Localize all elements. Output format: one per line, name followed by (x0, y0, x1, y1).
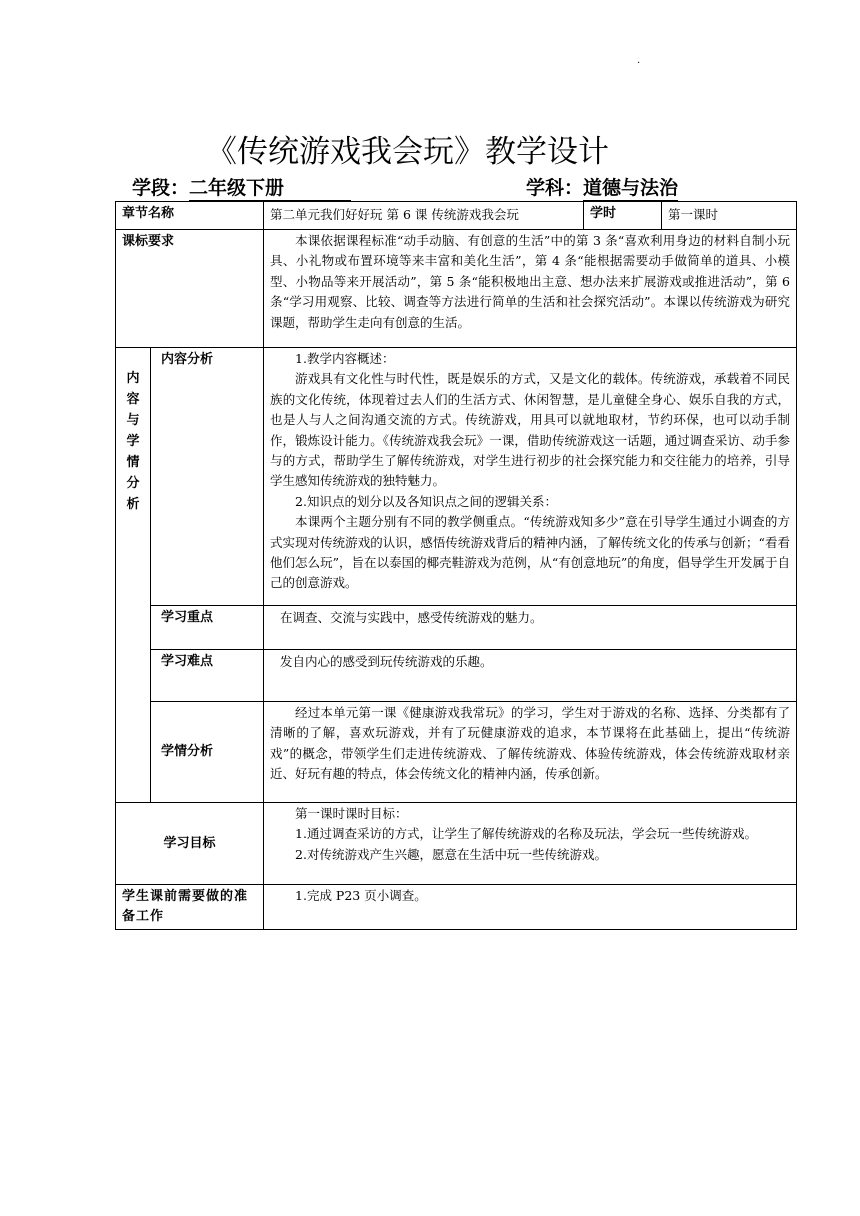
content-analysis-row (116, 348, 797, 606)
group-char: 学 (126, 434, 140, 449)
stage-value: 二年级下册 (189, 176, 351, 201)
period-value: 第一课时 (662, 202, 797, 230)
group-char: 情 (126, 455, 140, 470)
chapter-row (116, 202, 797, 230)
objectives-heading: 第一课时课时目标： (295, 806, 408, 821)
content-paragraph-2: 本课两个主题分别有不同的教学侧重点。“传统游戏知多少”意在引导学生通过小调查的方式实现对传统游戏的认识，感悟传统游戏背后的精神内涵，了解传统文化的传承与创新；“看看他们怎么玩”，旨在以泰国的椰壳鞋游戏为范例，从“有创意地玩”的角度，倡导学生开发属于自己的创意游戏。 (270, 514, 791, 591)
preparation-label: 学生课前需要做的准备工作 (116, 885, 264, 930)
difficulty-row (116, 650, 797, 702)
student-analysis-text (264, 702, 797, 803)
content-analysis-label: 内容分析 (151, 348, 264, 606)
student-analysis-row (116, 702, 797, 803)
content-heading-1: 1.教学内容概述： (295, 351, 395, 366)
group-char: 分 (126, 476, 140, 491)
subject-field (526, 176, 678, 201)
curriculum-text (264, 230, 797, 348)
lesson-design-table (115, 201, 797, 930)
content-analysis-text (264, 348, 797, 606)
period-label: 学时 (584, 202, 662, 230)
content-heading-2: 2.知识点的划分以及各知识点之间的逻辑关系： (295, 493, 557, 509)
key-point-label: 学习重点 (151, 606, 264, 650)
key-point-row (116, 606, 797, 650)
subject-value: 道德与法治 (583, 177, 679, 199)
difficulty-text: 发自内心的感受到玩传统游戏的乐趣。 (264, 650, 797, 702)
curriculum-label: 课标要求 (116, 230, 264, 348)
objective-item-2: 2.对传统游戏产生兴趣，愿意在生活中玩一些传统游戏。 (295, 846, 607, 862)
group-char: 内 (126, 371, 140, 386)
difficulty-label: 学习难点 (151, 650, 264, 702)
preparation-item: 1.完成 P23 页小调查。 (295, 888, 427, 903)
group-char: 与 (126, 413, 140, 428)
curriculum-paragraph: 本课依据课程标准“动手动脑、有创意的生活”中的第 3 条“喜欢利用身边的材料自制小玩具、小礼物或布置环境等来丰富和美化生活”，第 4 条“能根据需要动手做简单的道具、小模型、小物品等来开展活动”，第 5 条“能积极地出主意、想办法来扩展游戏或推进活动”，第 6 条“学习用观察、比较、调查等方法进行简单的生活和社会探究活动”。本课以传统游戏为研究课题，帮助学生走向有创意的生活。 (270, 233, 791, 330)
objectives-text (264, 803, 797, 885)
key-point-text: 在调查、交流与实践中，感受传统游戏的魅力。 (264, 606, 797, 650)
objectives-label: 学习目标 (116, 803, 264, 885)
page-dot: . (637, 55, 641, 66)
chapter-label: 章节名称 (116, 202, 264, 230)
preparation-row (116, 885, 797, 930)
objectives-row (116, 803, 797, 885)
student-paragraph: 经过本单元第一课《健康游戏我常玩》的学习，学生对于游戏的名称、选择、分类都有了清晰的了解，喜欢玩游戏，并有了玩健康游戏的追求，本节课将在此基础上，提出“传统游戏”的概念，带领学生们走进传统游戏、了解传统游戏、体验传统游戏，体会传统游戏取材亲近、好玩有趣的特点，体会传统文化的精神内涵，传承创新。 (270, 705, 791, 782)
curriculum-row (116, 230, 797, 348)
document-title: 《传统游戏我会玩》教学设计 (206, 134, 609, 170)
group-char: 析 (126, 497, 140, 512)
group-char: 容 (126, 392, 140, 407)
objective-item-1: 1.通过调查采访的方式，让学生了解传统游戏的名称及玩法，学会玩一些传统游戏。 (295, 826, 757, 842)
stage-field (132, 176, 351, 201)
content-paragraph-1: 游戏具有文化性与时代性，既是娱乐的方式，又是文化的载体。传统游戏，承载着不同民族的文化传统，体现着过去人们的生活方式、休闲智慧，是儿童健全身心、娱乐自我的方式，也是人与人之间沟通交流的方式。传统游戏，用具可以就地取材，节约环保，也可以动手制作，锻炼设计能力。《传统游戏我会玩》一课，借助传统游戏这一话题，通过调查采访、动手参与的方式，帮助学生了解传统游戏，对学生进行初步的社会探究能力和交往能力的培养，引导学生感知传统游戏的独特魅力。 (270, 371, 791, 489)
stage-label: 学段： (132, 177, 190, 199)
student-analysis-label: 学情分析 (151, 702, 264, 803)
subject-label: 学科： (526, 177, 584, 199)
chapter-value: 第二单元我们好好玩 第 6 课 传统游戏我会玩 (264, 202, 584, 230)
analysis-group-label (116, 348, 151, 803)
preparation-text (264, 885, 797, 930)
